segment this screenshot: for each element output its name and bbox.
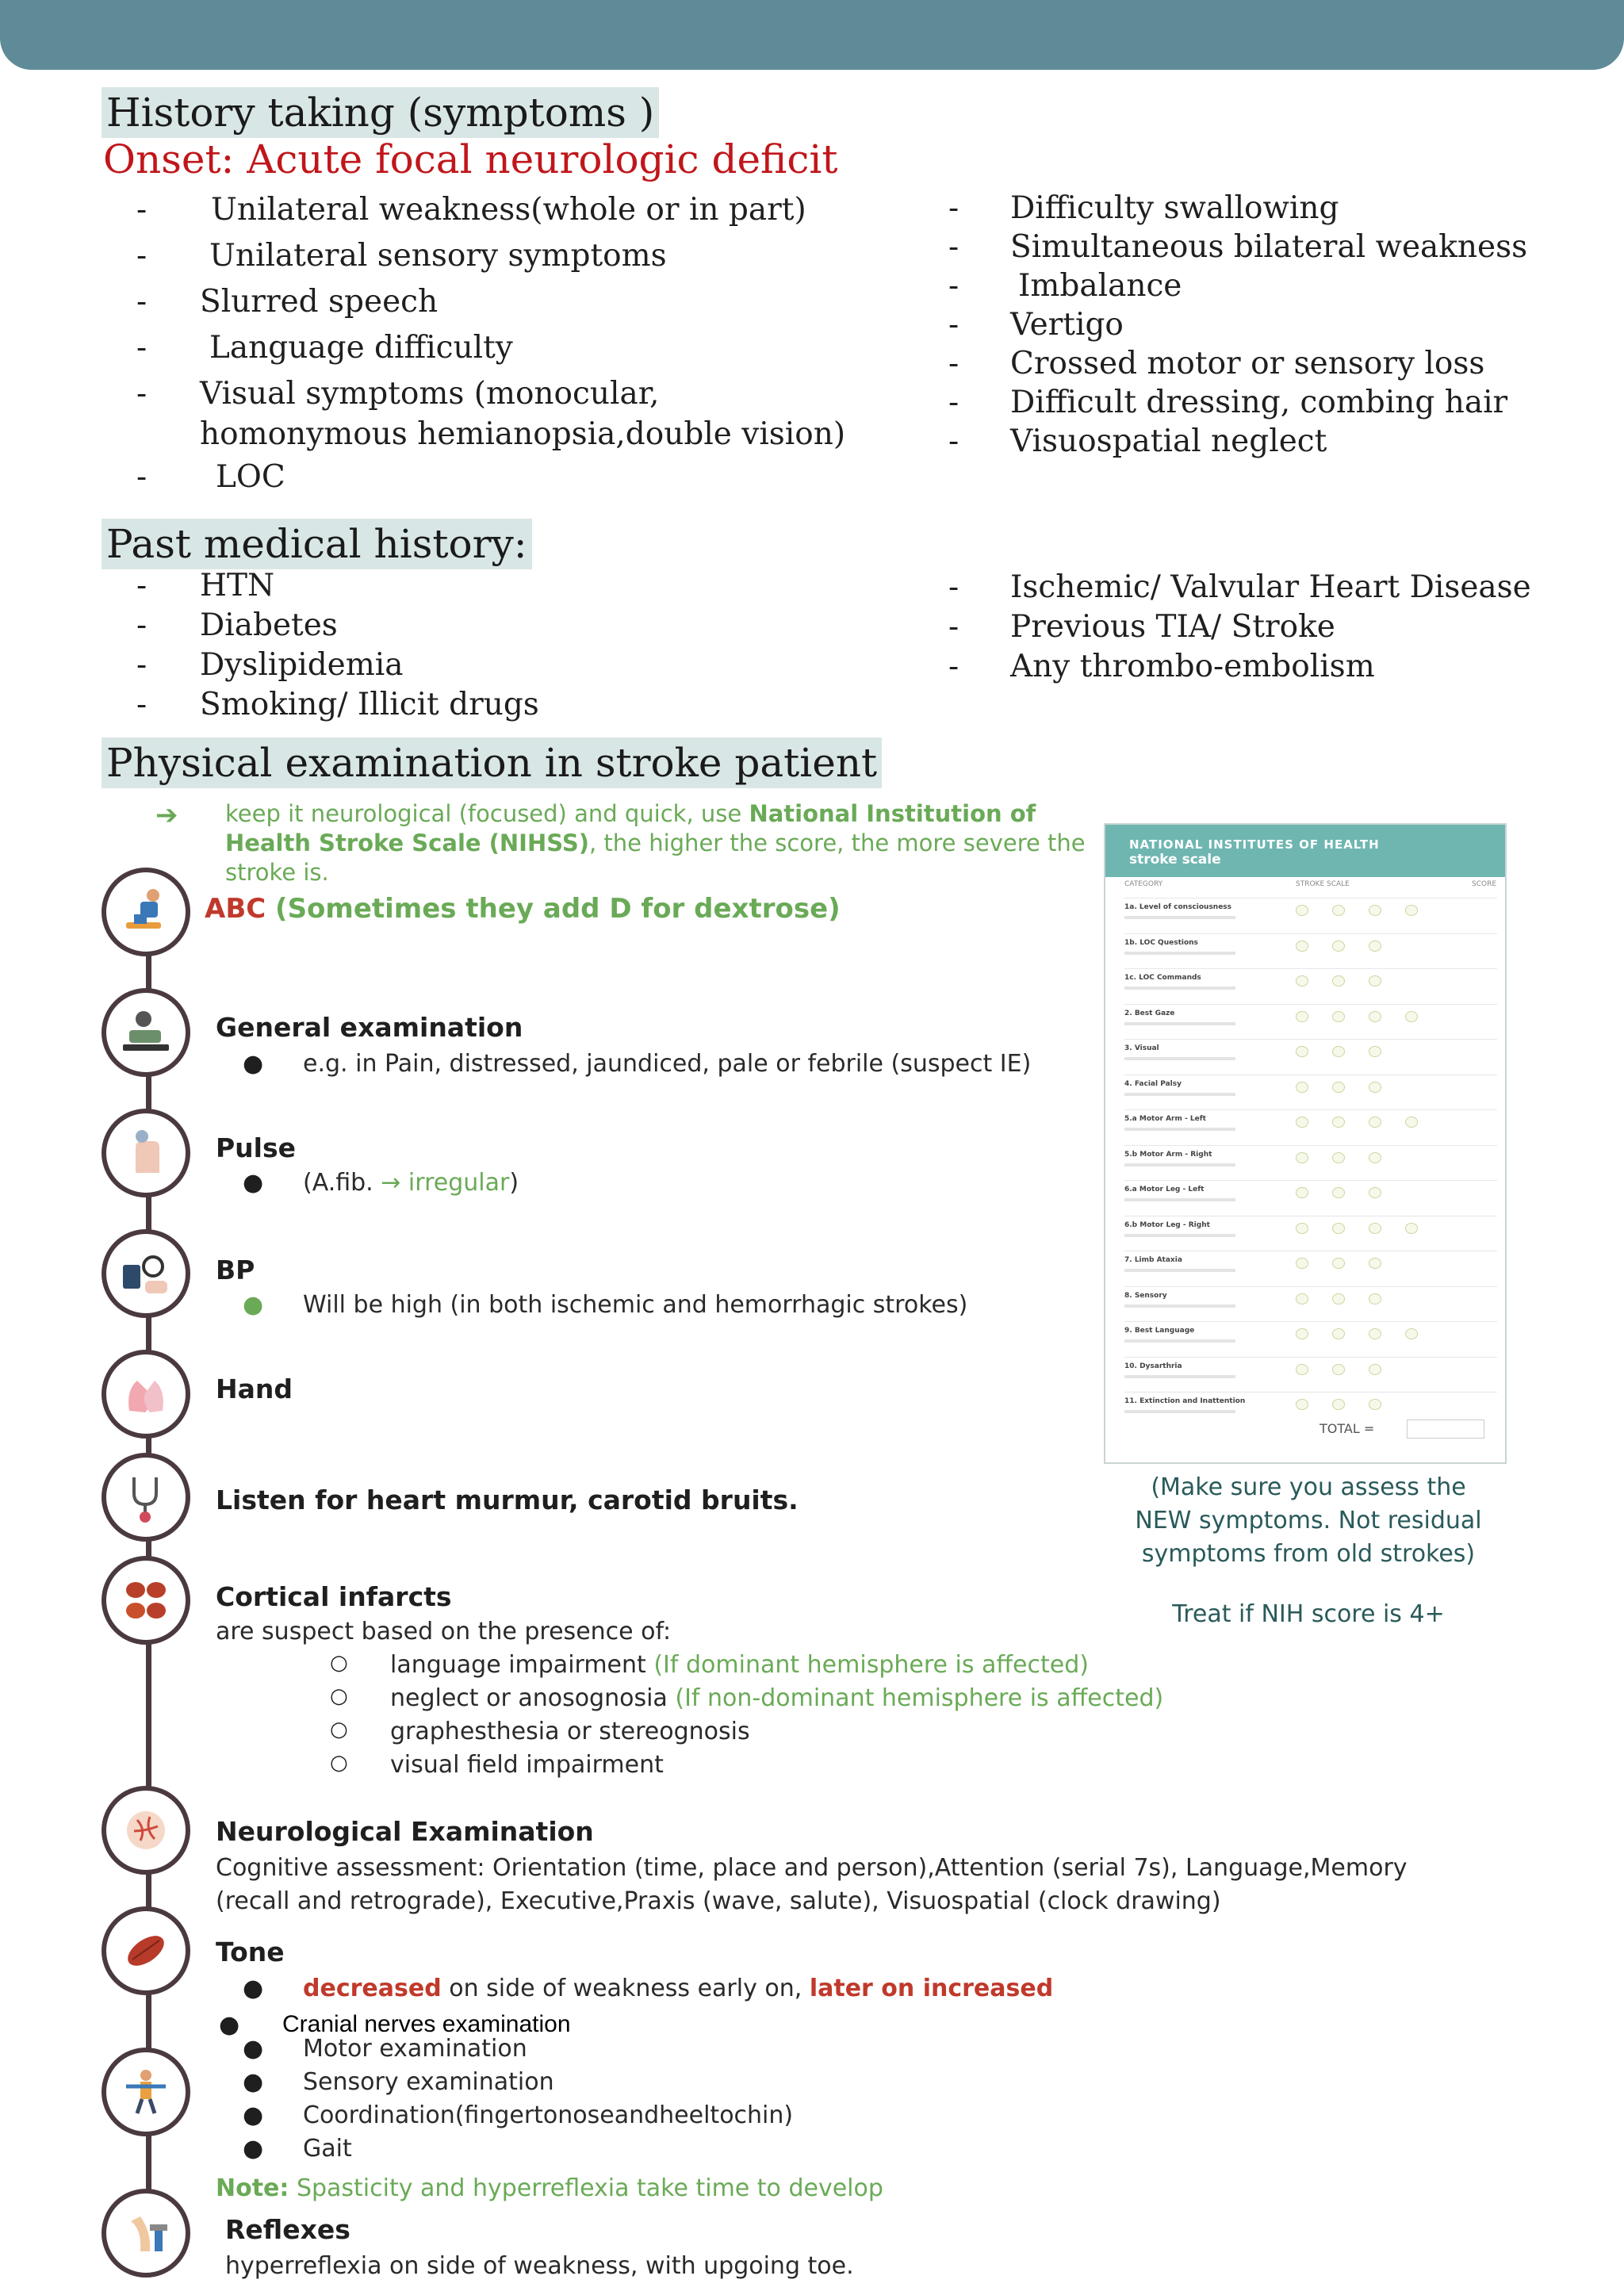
pmh-heading: Past medical history:	[102, 519, 532, 569]
exam-intro: keep it neurological (focused) and quick, use National Institution of Health Stroke Scale (NIHSS), the higher the score, the more severe the stroke is.	[225, 800, 1086, 886]
nihss-row-label: 5.a Motor Arm - Left	[1124, 1115, 1206, 1123]
nihss-score-bubble	[1369, 1152, 1381, 1163]
nihss-score-bubble	[1296, 1328, 1308, 1339]
nihss-row	[1124, 1109, 1497, 1146]
nihss-row-label: 6.b Motor Leg - Right	[1124, 1220, 1210, 1229]
nihss-row-label: 8. Sensory	[1124, 1291, 1167, 1300]
nihss-score-bubble	[1369, 1223, 1381, 1234]
nihss-score-bubble	[1332, 1223, 1345, 1234]
nihss-score-bubble	[1296, 1117, 1308, 1128]
cortical-item: graphesthesia or stereognosis	[390, 1718, 750, 1745]
nihss-col-category: CATEGORY	[1124, 880, 1163, 888]
pmh-left-list	[136, 568, 850, 726]
nihss-score-bubble	[1405, 1011, 1418, 1022]
nihss-row-label: 7. Limb Ataxia	[1124, 1256, 1182, 1264]
list-item: - Previous TIA/ Stroke	[948, 609, 1335, 645]
tone-item: decreased on side of weakness early on, later on increased	[303, 1975, 1054, 2002]
pulse-hand-icon	[102, 1109, 190, 1197]
neuro-text: Cognitive assessment: Orientation (time, place and person),Attention (serial 7s), Language,Memory	[216, 1854, 1408, 1882]
nihss-score-bubble	[1369, 941, 1381, 952]
nihss-row-label: 10. Dysarthria	[1124, 1362, 1182, 1370]
exam-item: Gait	[303, 2135, 352, 2163]
muscle-icon	[102, 1906, 190, 1995]
nihss-score-bubble	[1369, 1399, 1381, 1410]
nihss-score-bubble	[1332, 975, 1345, 987]
brain-neurons-icon	[102, 1786, 190, 1875]
nihss-row-label: 3. Visual	[1124, 1044, 1159, 1052]
nihss-row-label: 4. Facial Palsy	[1124, 1079, 1182, 1088]
cortical-sub: are suspect based on the presence of:	[216, 1618, 672, 1645]
nihss-row-desc	[1124, 1410, 1235, 1413]
list-item: - Language difficulty	[136, 330, 513, 366]
nihss-row	[1124, 968, 1497, 1005]
circle-bullet-icon: ○	[330, 1751, 348, 1775]
bullet-icon: ●	[243, 1975, 264, 2002]
nihss-score-bubble	[1332, 1293, 1345, 1304]
list-item: - Imbalance	[948, 268, 1182, 304]
nihss-row	[1124, 1216, 1497, 1252]
circle-bullet-icon: ○	[330, 1718, 348, 1741]
list-item: - Visual symptoms (monocular,	[136, 376, 660, 412]
nihss-row	[1124, 898, 1497, 934]
nihss-row-label: 6.a Motor Leg - Left	[1124, 1186, 1205, 1193]
list-item: - HTN	[136, 568, 275, 603]
nihss-row-label: 1b. LOC Questions	[1124, 938, 1198, 947]
nihss-row-desc	[1124, 1163, 1235, 1167]
nihss-row	[1124, 1039, 1497, 1075]
nihss-score-bubble	[1296, 1011, 1308, 1022]
nihss-score-bubble	[1332, 1117, 1345, 1128]
person-exercise-icon	[102, 2048, 190, 2136]
nihss-row-label: 5.b Motor Arm - Right	[1124, 1150, 1212, 1159]
nihss-score-bubble	[1369, 1187, 1381, 1198]
list-item: - Simultaneous bilateral weakness	[948, 229, 1528, 265]
nihss-score-bubble	[1332, 1258, 1345, 1269]
stethoscope-icon	[102, 1453, 190, 1542]
nihss-score-bubble	[1369, 1364, 1381, 1375]
circle-bullet-icon: ○	[330, 1651, 348, 1675]
bp-title: BP	[216, 1255, 255, 1285]
nihss-row	[1124, 933, 1497, 970]
nihss-score-bubble	[1296, 905, 1308, 916]
list-item: - Unilateral weakness(whole or in part)	[136, 192, 806, 228]
list-item: - Smoking/ Illicit drugs	[136, 687, 539, 722]
list-item: - Slurred speech	[136, 284, 439, 320]
list-item: - Unilateral sensory symptoms	[136, 238, 667, 274]
history-right-list	[948, 190, 1599, 462]
nihss-score-bubble	[1332, 1011, 1345, 1022]
bullet-icon: ●	[243, 2068, 264, 2096]
nihss-row-label: 1a. Level of consciousness	[1124, 903, 1232, 911]
exam-item: Coordination(fingertonoseandheeltochin)	[303, 2101, 794, 2129]
nihss-row	[1124, 1286, 1497, 1323]
nihss-row-desc	[1124, 1269, 1235, 1272]
neuro-title: Neurological Examination	[216, 1816, 594, 1847]
nihss-score-bubble	[1332, 1399, 1345, 1410]
nihss-score-bubble	[1332, 905, 1345, 916]
spasticity-note: Note: Spasticity and hyperreflexia take time to develop	[216, 2174, 883, 2202]
list-item: - Any thrombo-embolism	[948, 649, 1375, 684]
cortical-item: language impairment (If dominant hemisphere is affected)	[390, 1651, 1089, 1679]
nihss-score-bubble	[1296, 1187, 1308, 1198]
general-title: General examination	[216, 1012, 523, 1043]
nihss-score-bubble	[1369, 1117, 1381, 1128]
nihss-score-bubble	[1296, 941, 1308, 952]
infarct-cells-icon	[102, 1556, 190, 1645]
nihss-score-bubble	[1369, 1293, 1381, 1304]
reflex-hammer-icon	[102, 2189, 190, 2278]
list-item: - Ischemic/ Valvular Heart Disease	[948, 569, 1531, 605]
nihss-score-bubble	[1332, 1364, 1345, 1375]
cranial-item: Cranial nerves examination	[282, 2011, 571, 2037]
nihss-row	[1124, 1321, 1497, 1358]
nihss-score-bubble	[1369, 905, 1381, 916]
nihss-row-desc	[1124, 1339, 1235, 1343]
nihss-row-desc	[1124, 1022, 1235, 1025]
list-item: - Vertigo	[948, 307, 1124, 343]
treat-note: Treat if NIH score is 4+	[1172, 1600, 1445, 1628]
nihss-row-label: 1c. LOC Commands	[1124, 974, 1201, 982]
nihss-score-bubble	[1369, 975, 1381, 987]
blood-pressure-icon	[102, 1229, 190, 1318]
bullet-icon: ●	[219, 2011, 240, 2039]
nihss-score-bubble	[1369, 1328, 1381, 1339]
nihss-score-bubble	[1296, 1046, 1308, 1057]
nihss-score-bubble	[1405, 1223, 1418, 1234]
top-banner	[0, 0, 1624, 70]
nihss-score-bubble	[1369, 1011, 1381, 1022]
nihss-score-bubble	[1369, 1046, 1381, 1057]
side-note: (Make sure you assess the NEW symptoms. Not residual symptoms from old strokes)	[1135, 1473, 1482, 1568]
exam-heading: Physical examination in stroke patient	[102, 737, 882, 788]
neuro-text: (recall and retrograde), Executive,Praxis (wave, salute), Visuospatial (clock drawing)	[216, 1887, 1221, 1915]
nihss-row-desc	[1124, 916, 1235, 919]
nihss-col-score: SCORE	[1472, 880, 1497, 888]
nihss-row-desc	[1124, 1057, 1235, 1060]
list-item: - LOC	[136, 459, 285, 495]
circle-bullet-icon: ○	[330, 1684, 348, 1708]
nihss-row-desc	[1124, 952, 1235, 955]
reflex-title: Reflexes	[225, 2214, 350, 2245]
nihss-score-bubble	[1296, 1258, 1308, 1269]
bullet-icon: ●	[243, 2135, 264, 2163]
nihss-score-bubble	[1405, 905, 1418, 916]
nihss-row-desc	[1124, 1234, 1235, 1237]
bullet-icon: ●	[243, 1169, 264, 1197]
nihss-row	[1124, 1075, 1497, 1111]
nihss-total-box	[1407, 1419, 1484, 1439]
nihss-row-desc	[1124, 1304, 1235, 1308]
nihss-score-bubble	[1369, 1258, 1381, 1269]
nihss-row	[1124, 1357, 1497, 1393]
nihss-row	[1124, 1004, 1497, 1040]
nihss-score-bubble	[1296, 1223, 1308, 1234]
reflex-text: hyperreflexia on side of weakness, with upgoing toe.	[225, 2252, 854, 2280]
hand-title: Hand	[216, 1373, 293, 1404]
exam-item: Motor examination	[303, 2035, 527, 2063]
hands-icon	[102, 1350, 190, 1439]
list-item: - Visuospatial neglect	[948, 423, 1327, 459]
nihss-score-bubble	[1332, 1152, 1345, 1163]
cortical-title: Cortical infarcts	[216, 1581, 452, 1612]
nihss-score-bubble	[1405, 1117, 1418, 1128]
nihss-row	[1124, 1145, 1497, 1182]
nihss-row	[1124, 1180, 1497, 1216]
arrow-icon: ➔	[155, 799, 178, 831]
nihss-score-bubble	[1332, 1187, 1345, 1198]
exam-item: Sensory examination	[303, 2068, 554, 2096]
nihss-score-bubble	[1332, 1328, 1345, 1339]
nihss-score-bubble	[1296, 1082, 1308, 1093]
bullet-icon: ●	[243, 1291, 264, 1319]
nihss-row-desc	[1124, 1198, 1235, 1201]
pulse-item: (A.fib. → irregular)	[303, 1169, 519, 1197]
examination-icon	[102, 988, 190, 1077]
bp-item: Will be high (in both ischemic and hemorrhagic strokes)	[303, 1291, 968, 1319]
nihss-score-bubble	[1369, 1082, 1381, 1093]
list-item: - Dyslipidemia	[136, 647, 404, 683]
bullet-icon: ●	[243, 1050, 264, 1078]
nihss-row-label: 9. Best Language	[1124, 1327, 1195, 1335]
cortical-item: neglect or anosognosia (If non-dominant hemisphere is affected)	[390, 1684, 1164, 1712]
nihss-scale-image	[1104, 823, 1507, 1464]
tone-title: Tone	[216, 1937, 285, 1967]
nihss-score-bubble	[1332, 941, 1345, 952]
bullet-icon: ●	[243, 2101, 264, 2129]
cortical-item: visual field impairment	[390, 1751, 664, 1779]
nihss-row	[1124, 1251, 1497, 1287]
pulse-title: Pulse	[216, 1132, 297, 1163]
listen-title: Listen for heart murmur, carotid bruits.	[216, 1485, 799, 1515]
nihss-score-bubble	[1332, 1082, 1345, 1093]
list-item: - Difficult dressing, combing hair	[948, 385, 1508, 420]
pmh-right-list	[948, 569, 1599, 688]
nihss-score-bubble	[1296, 1399, 1308, 1410]
list-item: - Diabetes	[136, 607, 338, 643]
onset-heading: Onset: Acute focal neurologic deficit	[103, 136, 838, 182]
nihss-row-desc	[1124, 1128, 1235, 1131]
nihss-total: TOTAL =	[1320, 1421, 1375, 1436]
nihss-score-bubble	[1296, 1364, 1308, 1375]
nihss-score-bubble	[1296, 1152, 1308, 1163]
nihss-row-desc	[1124, 987, 1235, 990]
history-left-list	[136, 192, 850, 505]
nihss-score-bubble	[1296, 1293, 1308, 1304]
list-item: homonymous hemianopsia,double vision)	[200, 416, 846, 452]
nihss-header: NATIONAL INSTITUTES OF HEALTH stroke scale	[1105, 825, 1505, 877]
nihss-score-bubble	[1296, 975, 1308, 987]
nihss-row-label: 2. Best Gaze	[1124, 1009, 1175, 1017]
nihss-score-bubble	[1332, 1046, 1345, 1057]
general-item: e.g. in Pain, distressed, jaundiced, pale or febrile (suspect IE)	[303, 1050, 1032, 1078]
bullet-icon: ●	[243, 2035, 264, 2063]
resuscitation-icon	[102, 868, 190, 956]
nihss-row-desc	[1124, 1375, 1235, 1378]
nihss-row-label: 11. Extinction and Inattention	[1124, 1397, 1246, 1405]
list-item: - Crossed motor or sensory loss	[948, 346, 1485, 381]
abc-title: ABC (Sometimes they add D for dextrose)	[205, 893, 841, 925]
nihss-score-bubble	[1405, 1328, 1418, 1339]
nihss-row-desc	[1124, 1093, 1235, 1096]
list-item: - Difficulty swallowing	[948, 190, 1339, 226]
history-heading: History taking (symptoms )	[102, 87, 659, 138]
nihss-col-scale: STROKE SCALE	[1296, 880, 1350, 888]
